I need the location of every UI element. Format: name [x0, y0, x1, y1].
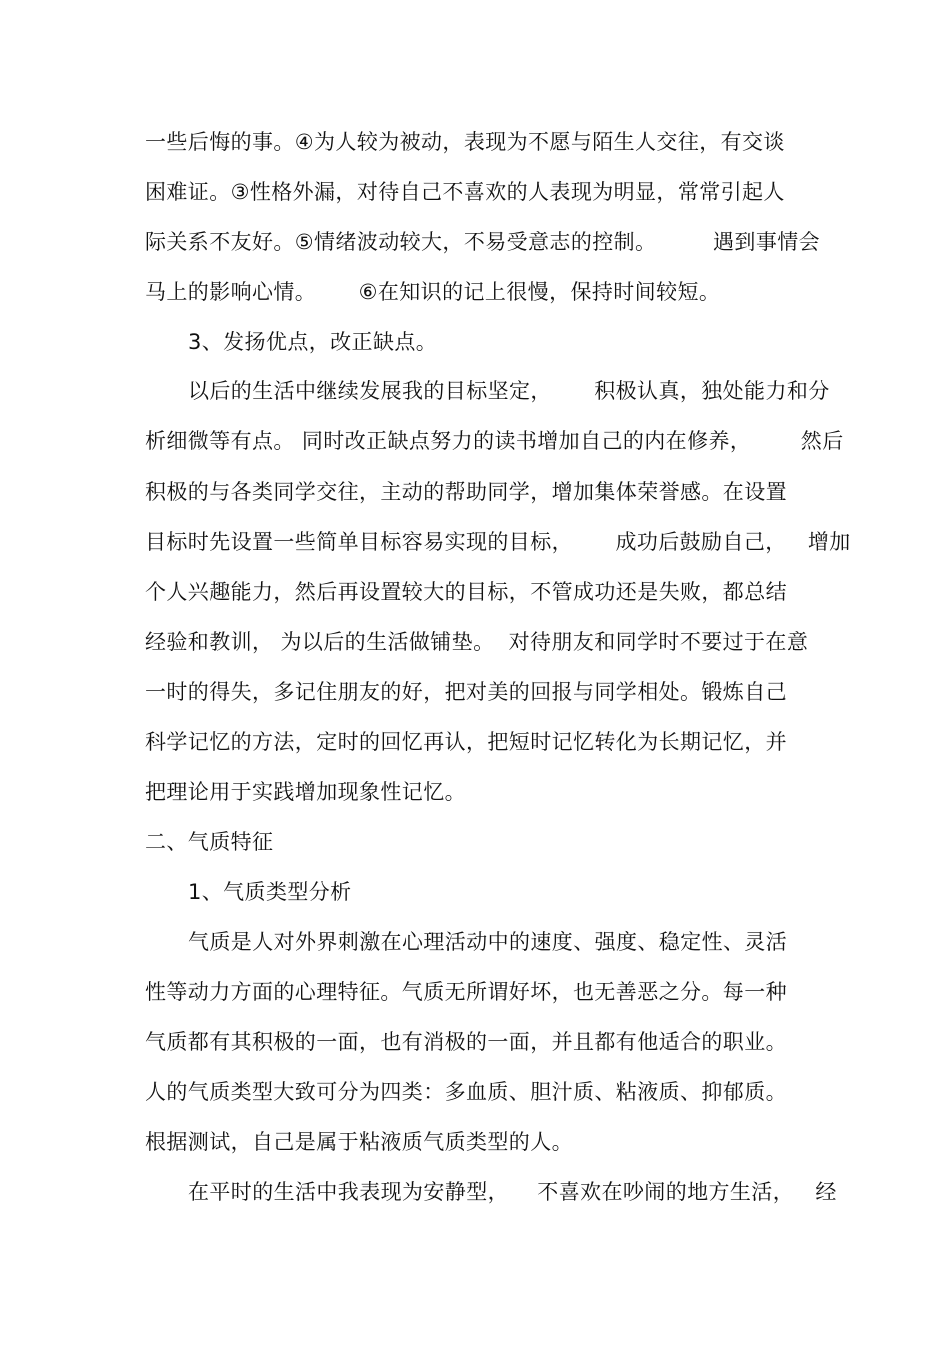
text-line: 性等动力方面的心理特征。气质无所谓好坏，也无善恶之分。每一种	[145, 980, 787, 1004]
section-heading: 1、气质类型分析	[188, 880, 352, 904]
text-line: 马上的影响心情。 ⑥在知识的记上很慢，保持时间较短。	[145, 280, 721, 304]
text-line: 一时的得失，多记住朋友的好，把对美的回报与同学相处。锻炼自己	[145, 680, 787, 704]
text-line: 一些后悔的事。④为人较为被动，表现为不愿与陌生人交往，有交谈	[145, 130, 785, 154]
section-heading: 3、发扬优点，改正缺点。	[188, 330, 438, 354]
text-line: 把理论用于实践增加现象性记忆。	[145, 780, 466, 804]
text-line: 科学记忆的方法，定时的回忆再认，把短时记忆转化为长期记忆，并	[145, 730, 787, 754]
text-line: 析细微等有点。 同时改正缺点努力的读书增加自己的内在修养， 然后	[145, 429, 844, 453]
chapter-heading: 二、气质特征	[145, 830, 274, 854]
text-line: 际关系不友好。⑤情绪波动较大，不易受意志的控制。 遇到事情会	[145, 230, 821, 254]
text-line: 经验和教训， 为以后的生活做铺垫。 对待朋友和同学时不要过于在意	[145, 630, 809, 654]
text-line: 根据测试，自己是属于粘液质气质类型的人。	[145, 1130, 573, 1154]
text-line: 困难证。③性格外漏，对待自己不喜欢的人表现为明显，常常引起人	[145, 180, 785, 204]
text-line: 人的气质类型大致可分为四类：多血质、胆汁质、粘液质、抑郁质。	[145, 1080, 787, 1104]
text-line: 个人兴趣能力，然后再设置较大的目标，不管成功还是失败，都总结	[145, 580, 787, 604]
paragraph-start: 在平时的生活中我表现为安静型， 不喜欢在吵闹的地方生活， 经	[188, 1180, 837, 1204]
text-line: 气质都有其积极的一面，也有消极的一面，并且都有他适合的职业。	[145, 1030, 787, 1054]
paragraph-start: 以后的生活中继续发展我的目标坚定， 积极认真，独处能力和分	[188, 379, 830, 403]
text-line: 积极的与各类同学交往，主动的帮助同学，增加集体荣誉感。在设置	[145, 480, 787, 504]
text-line: 目标时先设置一些简单目标容易实现的目标， 成功后鼓励自己， 增加	[145, 530, 851, 554]
paragraph-start: 气质是人对外界刺激在心理活动中的速度、强度、稳定性、灵活	[188, 930, 788, 954]
